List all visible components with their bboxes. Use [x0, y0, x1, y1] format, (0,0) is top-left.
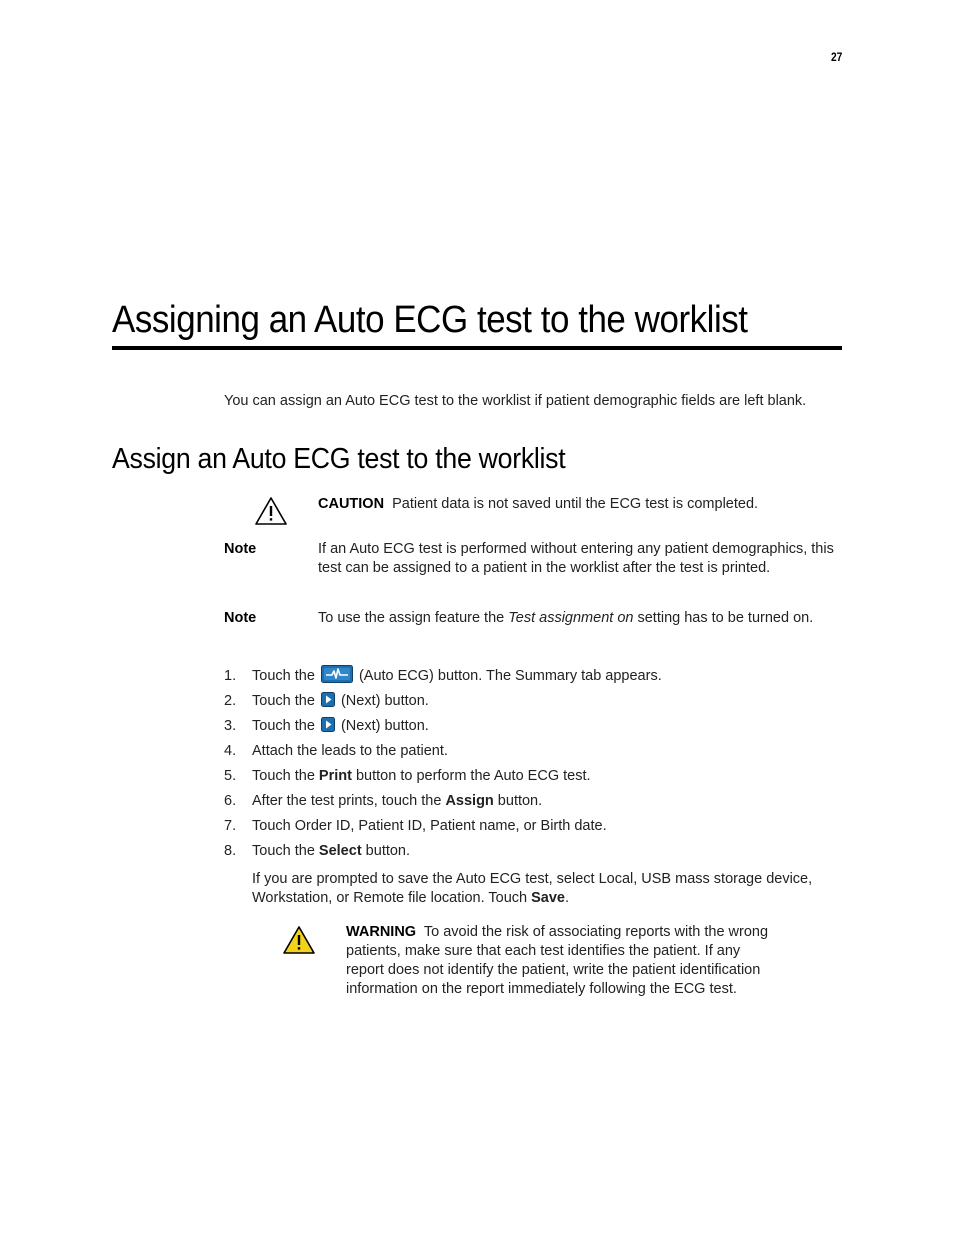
chapter-title: Assigning an Auto ECG test to the worklist	[112, 299, 748, 341]
assign-button-label: Assign	[445, 793, 494, 809]
step-6: 6. After the test prints, touch the Assign button.	[224, 793, 543, 809]
step-5: 5. Touch the Print button to perform the Auto ECG test.	[224, 768, 591, 784]
setting-name: Test assignment on	[508, 610, 634, 626]
save-prompt-paragraph: If you are prompted to save the Auto ECG test, select Local, USB mass storage device, Workstation, or Remote file location. Touch Save.	[252, 871, 813, 906]
step-4: 4. Attach the leads to the patient.	[224, 743, 448, 759]
warning-triangle-icon	[282, 925, 316, 955]
auto-ecg-icon	[321, 665, 353, 683]
note-text: To use the assign feature the Test assignment on setting has to be turned on.	[318, 610, 814, 626]
step-2: 2. Touch the (Next) button.	[224, 693, 429, 709]
chapter-title-rule	[112, 346, 842, 350]
page-number: 27	[830, 50, 842, 64]
caution-message	[318, 495, 838, 514]
section-title: Assign an Auto ECG test to the worklist	[112, 443, 566, 475]
note-label: Note	[224, 610, 257, 626]
select-button-label: Select	[318, 843, 362, 859]
next-icon	[321, 717, 335, 732]
caution-text: Patient data is not saved until the ECG test is completed.	[392, 496, 759, 512]
step-1: 1. Touch the (Auto ECG) button. The Summary tab appears.	[224, 664, 834, 689]
step-8: 8. Touch the Select button.	[224, 843, 411, 859]
warning-label: WARNING	[346, 924, 417, 940]
next-icon	[321, 692, 335, 707]
step-3: 3. Touch the (Next) button.	[224, 718, 429, 734]
caution-label: CAUTION	[318, 496, 385, 512]
intro-paragraph: You can assign an Auto ECG test to the worklist if patient demographic fields are left blank.	[224, 393, 807, 409]
note-label: Note	[224, 541, 257, 557]
warning-message	[346, 923, 776, 999]
procedure-steps	[224, 664, 834, 864]
warning-text: To avoid the risk of associating reports with the wrong patients, make sure that each test identifies the patient. If any report does not identify the patient, write the patient identification information on the report immediately following the ECG test.	[346, 924, 769, 997]
step-7: 7. Touch Order ID, Patient ID, Patient name, or Birth date.	[224, 818, 607, 834]
print-button-label: Print	[318, 768, 352, 784]
caution-triangle-icon	[254, 496, 288, 526]
save-button-label: Save	[531, 890, 565, 906]
note-text: If an Auto ECG test is performed without entering any patient demographics, this test can be assigned to a patient in the worklist after the test is printed.	[318, 541, 834, 576]
